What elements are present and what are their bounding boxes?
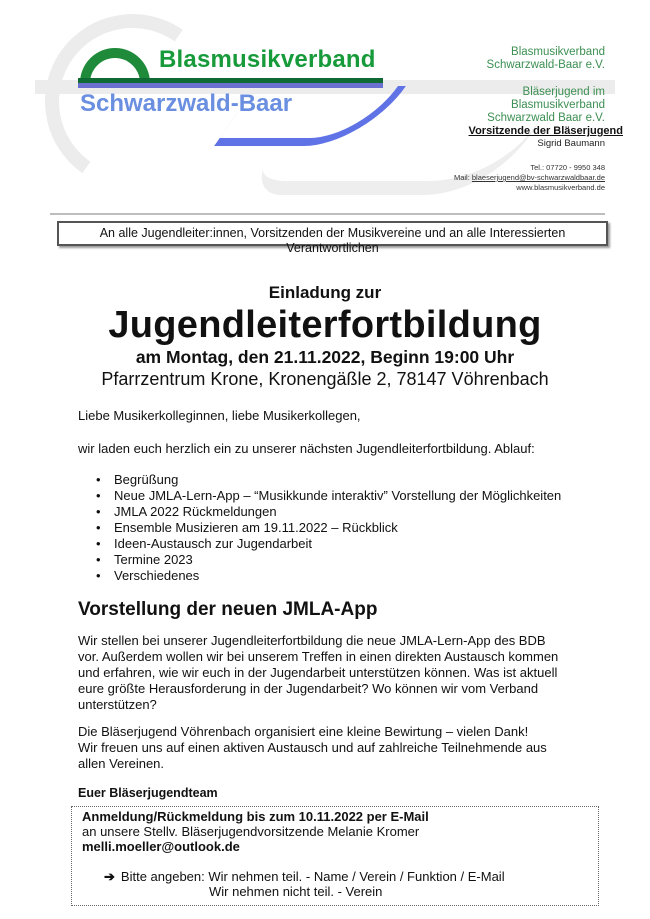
registration-deadline: Anmeldung/Rückmeldung bis zum 10.11.2022 per E-Mail <box>82 809 429 824</box>
youth-org-line: Bläserjugend im <box>522 86 605 98</box>
closing-line-1: Die Bläserjugend Vöhrenbach organisiert eine kleine Bewirtung – vielen Dank! <box>78 724 529 739</box>
agenda-item: • Neue JMLA-Lern-App – “Musikkunde interaktiv” Vorstellung der Möglichkeiten <box>96 488 561 504</box>
arrow-right-icon: ➔ <box>104 869 115 884</box>
youth-org-line: Blasmusikverband <box>511 99 605 111</box>
mail-label: Mail: <box>453 173 472 182</box>
title-intro: Einladung zur <box>268 283 382 302</box>
contact-website[interactable]: www.blasmusikverband.de <box>516 183 605 192</box>
section-heading: Vorstellung der neuen JMLA-App <box>78 599 378 620</box>
contact-person: Sigrid Baumann <box>537 138 605 149</box>
agenda-item: • Termine 2023 <box>96 552 561 568</box>
agenda-item: • JMLA 2022 Rückmeldungen <box>96 504 561 520</box>
closing-line-2: Wir freuen uns auf einen aktiven Austausch und auf zahlreiche Teilnehmende aus allen Vereinen. <box>78 740 547 771</box>
letterhead-divider <box>50 213 605 215</box>
organization-logo <box>75 38 385 148</box>
contact-phone: Tel.: 07720 - 9950 348 <box>530 163 605 172</box>
contact-role: Vorsitzende der Bläserjugend <box>468 125 623 137</box>
agenda-item: • Ensemble Musizieren am 19.11.2022 – Rückblick <box>96 520 561 536</box>
event-date: am Montag, den 21.11.2022, Beginn 19:00 Uhr <box>135 347 515 367</box>
registration-instructions <box>104 869 505 899</box>
greeting: Liebe Musikerkolleginnen, liebe Musikerkollegen, <box>78 408 361 423</box>
invitation-text: wir laden euch herzlich ein zu unserer nächsten Jugendleiterfortbildung. Ablauf: <box>78 441 535 456</box>
app-description-paragraph: Wir stellen bei unserer Jugendleiterfortbildung die neue JMLA-Lern-App des BDB vor. Außerdem wollen wir bei unserem Treffen in einen direkten Austausch kommen und erfahren, wie wir euch in der Jugendarbeit unterstützen können. Was ist aktuell eure größte Herausforderung in der Jugendarbeit? Wo können wir vom Verband unterstützen? <box>78 633 559 712</box>
event-location: Pfarrzentrum Krone, Kronengäßle 2, 78147 Vöhrenbach <box>101 369 549 389</box>
letterhead <box>0 0 650 212</box>
audience-banner-text: An alle Jugendleiter:innen, Vorsitzenden der Musikvereine und an alle Interessierten Verantwortlichen <box>99 226 566 255</box>
agenda-list <box>96 472 561 584</box>
registration-recipient: an unsere Stellv. Bläserjugendvorsitzende Melanie Kromer <box>82 824 420 839</box>
instruction-text-1: Bitte angeben: Wir nehmen teil. - Name / Verein / Funktion / E-Mail <box>120 869 505 884</box>
logo-title-line1: Blasmusikverband <box>159 46 376 73</box>
agenda-item: • Ideen-Austausch zur Jugendarbeit <box>96 536 561 552</box>
instruction-row-1 <box>104 869 505 884</box>
logo-title-line2: Schwarzwald-Baar <box>80 90 293 117</box>
page-title: Jugendleiterfortbildung <box>108 304 542 346</box>
agenda-item: • Verschiedenes <box>96 568 561 584</box>
instruction-text-2: Wir nehmen nicht teil. - Verein <box>209 884 383 899</box>
agenda-item: • Begrüßung <box>96 472 561 488</box>
org-name-line: Blasmusikverband <box>511 46 605 58</box>
youth-org-line: Schwarzwald Baar e.V. <box>487 112 605 124</box>
contact-mail-row <box>454 173 605 183</box>
signoff: Euer Bläserjugendteam <box>78 786 218 800</box>
title-block <box>0 282 650 390</box>
registration-email-link[interactable]: melli.moeller@outlook.de <box>82 839 240 854</box>
contact-block <box>453 46 623 193</box>
registration-details <box>82 809 429 854</box>
closing-paragraph <box>78 724 568 772</box>
contact-email-link[interactable]: blaeserjugend@bv-schwarzwaldbaar.de <box>471 173 605 182</box>
org-name-line: Schwarzwald-Baar e.V. <box>486 59 605 71</box>
